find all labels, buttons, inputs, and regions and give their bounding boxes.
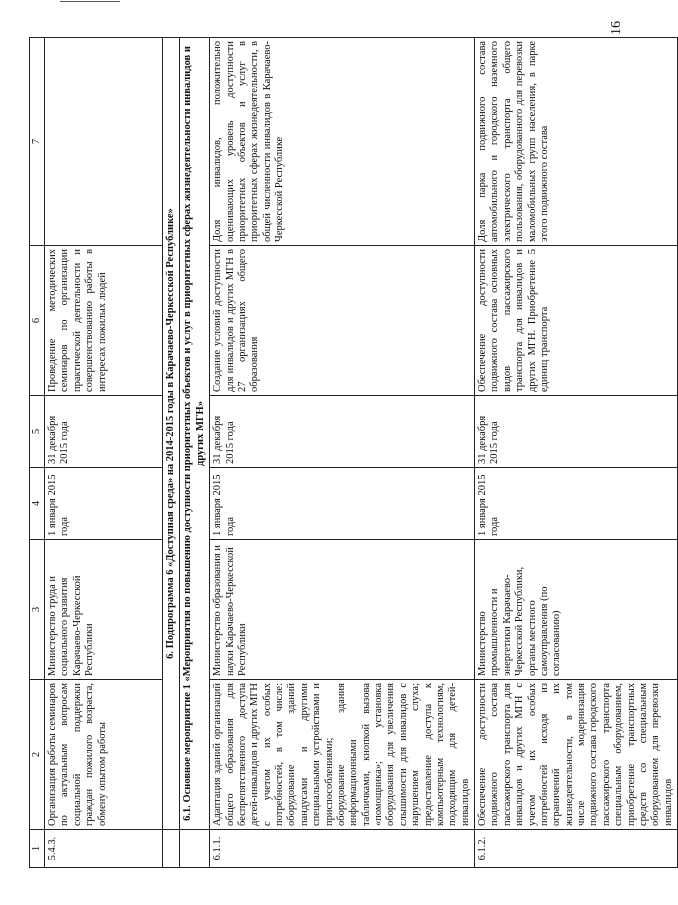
col-header-6: 6 xyxy=(30,245,45,395)
col-header-4: 4 xyxy=(30,467,45,539)
column-number-row xyxy=(30,37,45,867)
indicator: Доля парка подвижного состава автомобильного и городского наземного электрического транспорта общего пользования, оборудованного для перевозки маломобильных групп населения, в парке этого подвижного состава xyxy=(475,37,678,245)
col-header-5: 5 xyxy=(30,395,45,467)
event-name: Обеспечение доступности подвижного состава пассажирского транспорта для инвалидов и других МГН с учетом их особых потребностей исходя из ограничений их жизнедеятельности, в том числе модернизация подвижного состава городского пассажирского транспорта специальным оборудованием, приобретение транспортных средств со специальным оборудованием для перевозки инвалидов xyxy=(475,679,678,829)
rotated-page xyxy=(29,38,674,868)
indicator xyxy=(45,37,163,245)
scan-artifact-line xyxy=(60,1,120,2)
start-date: 1 января 2015 года xyxy=(475,467,678,539)
end-date: 31 декабря 2015 года xyxy=(210,395,475,467)
program-table xyxy=(29,37,678,868)
col-header-7: 7 xyxy=(30,37,45,245)
table-row xyxy=(475,37,678,867)
row-number: 6.1.2. xyxy=(475,829,678,867)
expected-result: Проведение методических семинаров по организации практической деятельности и совершенствованию работы в интересах пожилых людей xyxy=(45,245,163,395)
section-row xyxy=(163,37,180,867)
col-header-2: 2 xyxy=(30,679,45,829)
row-number: 6.1.1. xyxy=(210,829,475,867)
event-name: Адаптация зданий организаций общего образования для беспрепятственного доступа детей-инвалидов и других МГН с учетом их особых потребностей, в том числе: оборудование зданий пандусами и другими специальными устройствами и приспособлениями; оборудование здания информационными табличками, кнопкой вызова «помощника»; установка оборудования для увеличения слышимости для инвалидов с нарушением слуха; предоставление доступа к компьютерным технологиям, подходящим для детей-инвалидов xyxy=(210,679,475,829)
indicator: Доля инвалидов, положительно оценивающих уровень доступности приоритетных объектов и услуг в приоритетных сферах жизнедеятельности, в общей численности инвалидов в Карачаево-Черкесской Республике xyxy=(210,37,475,245)
expected-result: Создание условий доступности для инвалидов и других МГН в 27 организациях общего образования xyxy=(210,245,475,395)
subsection-title: 6.1. Основное мероприятие 1 «Мероприятия по повышению доступности приоритетных объектов и услуг в приоритетных сферах жизнедеятельности инвалидов и других МГН» xyxy=(180,37,210,829)
event-name: Организация работы семинаров по актуальным вопросам социальной поддержки граждан пожилого возраста, обмену опытом работы xyxy=(45,679,163,829)
end-date: 31 декабря 2015 года xyxy=(475,395,678,467)
section-title: 6. Подпрограмма 6 «Доступная среда» на 2014-2015 годы в Карачаево-Черкесской Республике» xyxy=(163,37,180,829)
col-header-1: 1 xyxy=(30,829,45,867)
executor: Министерство труда и социального развития Карачаево-Черкесской Республики xyxy=(45,539,163,679)
executor: Министерство промышленности и энергетики Карачаево-Черкесской Республики, органы местного самоуправления (по согласованию) xyxy=(475,539,678,679)
row-number: 5.4.3. xyxy=(45,829,163,867)
start-date: 1 января 2015 года xyxy=(45,467,163,539)
table-row xyxy=(210,37,475,867)
subsection-row xyxy=(180,37,210,867)
start-date: 1 января 2015 года xyxy=(210,467,475,539)
page-number: 16 xyxy=(609,21,624,35)
executor: Министерство образования и науки Карачаево-Черкесской Республики xyxy=(210,539,475,679)
col-header-3: 3 xyxy=(30,539,45,679)
table-row xyxy=(45,37,163,867)
expected-result: Обеспечение доступности подвижного состава основных видов пассажирского транспорта для инвалидов и других МГН. Приобретение 5 единиц транспорта xyxy=(475,245,678,395)
end-date: 31 декабря 2015 года xyxy=(45,395,163,467)
